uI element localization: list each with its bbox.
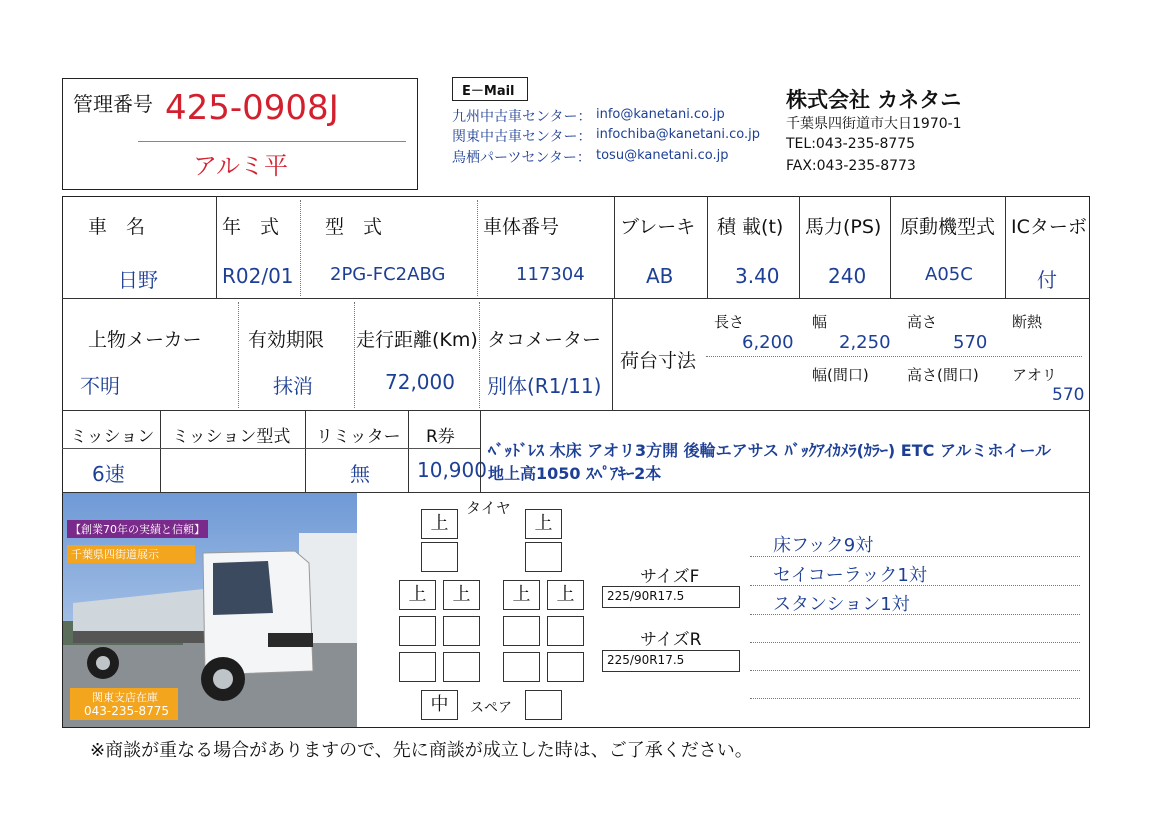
value-model-year: R02/01 [222,264,294,288]
label-cargo-insulation: 断熱 [1012,313,1043,331]
note-line-1 [750,556,1080,557]
tire-rear3-left-outer [399,652,436,682]
tire-size-r-label: サイズR [640,630,702,650]
r2-sep-1 [238,302,239,408]
value-transmission: 6速 [92,462,125,486]
tire-rear3-left-inner [443,652,480,682]
tire-size-f: 225/90R17.5 [602,586,740,608]
r1-sep-2 [300,200,301,296]
label-tachometer: タコメーター [487,329,602,351]
label-cargo-inner-width: 幅(間口) [812,366,869,384]
tire-rear2-left-outer [399,616,436,646]
tire-spare-label: スペア [470,700,512,716]
label-transmission: ミッション [70,427,155,447]
photo-location: 千葉県四街道展示 [67,545,195,563]
label-brake: ブレーキ [620,216,696,238]
contact-kyushu-email[interactable]: info@kanetani.co.jp [596,107,725,122]
label-mileage: 走行距離(Km) [356,329,478,351]
tire-spare-left: 中 [421,690,458,720]
r1-sep-4 [614,196,615,298]
tire-size-f-label: サイズF [640,567,700,587]
note-3: スタンション1対 [773,594,910,615]
value-tachometer: 別体(R1/11) [487,374,602,398]
company-address: 千葉県四街道市大日1970-1 [786,116,962,132]
tire-front-right-lower [525,542,562,572]
cargo-divider [706,356,1082,357]
note-2: セイコーラック1対 [773,565,927,586]
value-engine-model: A05C [925,264,973,285]
body-type: アルミ平 [193,152,289,180]
photo-branch: 関東支店在庫 [92,691,158,704]
tire-rear3-right-outer [547,652,584,682]
tire-rear2-right-outer [547,616,584,646]
label-cargo-width: 幅 [812,313,828,331]
value-r-ticket: 10,900 [417,458,487,482]
label-load-capacity: 積 載(t) [717,216,784,238]
label-engine-model: 原動機型式 [900,216,996,238]
contact-tosu-name: 鳥栖パーツセンター： [452,150,591,166]
value-limiter: 無 [350,462,370,486]
row2-bottom [62,410,1090,411]
footer-notice: ※商談が重なる場合がありますので、先に商談が成立した時は、ご了承ください。 [90,740,753,761]
label-model-year: 年 式 [222,216,280,238]
value-body-maker: 不明 [80,374,120,398]
label-ic-turbo: ICターボ [1011,216,1087,238]
note-1: 床フック9対 [773,535,874,556]
note-line-2 [750,585,1080,586]
r3-sep-4 [480,410,481,492]
equipment-line-1: ﾍﾞｯﾄﾞﾚｽ 木床 アオリ3方開 後輪エアサス ﾊﾞｯｸｱｲｶﾒﾗ(ｶﾗｰ) ETC アルミホイール [488,441,1052,460]
tire-rear3-right-inner [503,652,540,682]
label-chassis-number: 車体番号 [483,216,560,238]
management-divider [138,141,406,142]
value-brake: AB [646,264,674,288]
tire-front-right: 上 [525,509,562,539]
label-body-maker: 上物メーカー [88,329,202,351]
tire-front-left: 上 [421,509,458,539]
tire-spare-right [525,690,562,720]
management-number: 425-0908J [165,88,339,128]
r3-sep-1 [160,410,161,492]
label-transmission-model: ミッション型式 [172,427,291,447]
value-model-type: 2PG-FC2ABG [330,264,446,285]
tire-rear-left-outer: 上 [399,580,436,610]
r3-label-divider [62,448,480,449]
r1-sep-8 [1005,196,1006,298]
r1-sep-3 [477,200,478,296]
r1-sep-5 [707,196,708,298]
r1-sep-7 [890,196,891,298]
value-cargo-aori: 570 [1052,385,1085,405]
tire-size-r: 225/90R17.5 [602,650,740,672]
label-cargo-dimensions: 荷台寸法 [620,350,697,372]
note-line-4 [750,642,1080,643]
company-tel: TEL:043-235-8775 [786,136,916,152]
r2-sep-3 [479,302,480,408]
label-car-name: 車 名 [88,216,146,238]
label-cargo-aori: アオリ [1012,366,1057,384]
management-number-label: 管理番号 [73,92,153,116]
label-expiry: 有効期限 [248,329,325,351]
photo-phone: 043-235-8775 [84,704,170,718]
value-load-capacity: 3.40 [735,264,780,288]
value-chassis-number: 117304 [516,264,585,285]
value-car-name: 日野 [118,268,158,292]
note-line-5 [750,670,1080,671]
equipment-line-2: 地上高1050 ｽﾍﾟｱｷｰ2本 [488,464,662,483]
tire-rear-right-outer: 上 [547,580,584,610]
contact-kanto-name: 関東中古車センター： [452,129,592,145]
tire-front-left-lower [421,542,458,572]
label-limiter: リミッター [316,427,401,447]
label-cargo-height: 高さ [907,313,938,331]
value-horsepower: 240 [828,264,867,288]
r2-sep-2 [354,302,355,408]
label-model-type: 型 式 [325,216,383,238]
r2-sep-4 [612,298,613,410]
note-line-6 [750,698,1080,699]
r3-sep-2 [305,410,306,492]
value-cargo-length: 6,200 [742,332,794,353]
value-expiry: 抹消 [273,374,313,398]
company-name: 株式会社 カネタニ [786,88,962,112]
tire-rear2-left-inner [443,616,480,646]
email-title: E－Mail [462,84,515,99]
note-line-3 [750,614,1080,615]
row1-bottom [62,298,1090,299]
tire-rear2-right-inner [503,616,540,646]
label-horsepower: 馬力(PS) [805,216,882,238]
tire-rear-right-inner: 上 [503,580,540,610]
tire-title: タイヤ [466,499,511,517]
company-fax: FAX:043-235-8773 [786,158,916,174]
r3-sep-3 [408,410,409,492]
tire-rear-left-inner: 上 [443,580,480,610]
value-ic-turbo: 付 [1037,268,1057,292]
label-cargo-inner-height: 高さ(間口) [907,366,979,384]
label-cargo-length: 長さ [714,313,745,331]
photo-banner: 【創業70年の実績と信頼】 [67,520,208,538]
value-cargo-height: 570 [953,332,988,353]
contact-kyushu-name: 九州中古車センター： [452,109,592,125]
contact-tosu-email[interactable]: tosu@kanetani.co.jp [596,148,729,163]
r1-sep-1 [216,196,217,298]
value-cargo-width: 2,250 [839,332,891,353]
r1-sep-6 [799,196,800,298]
contact-kanto-email[interactable]: infochiba@kanetani.co.jp [596,127,761,142]
label-r-ticket: R券 [426,427,455,447]
value-mileage: 72,000 [385,370,455,394]
